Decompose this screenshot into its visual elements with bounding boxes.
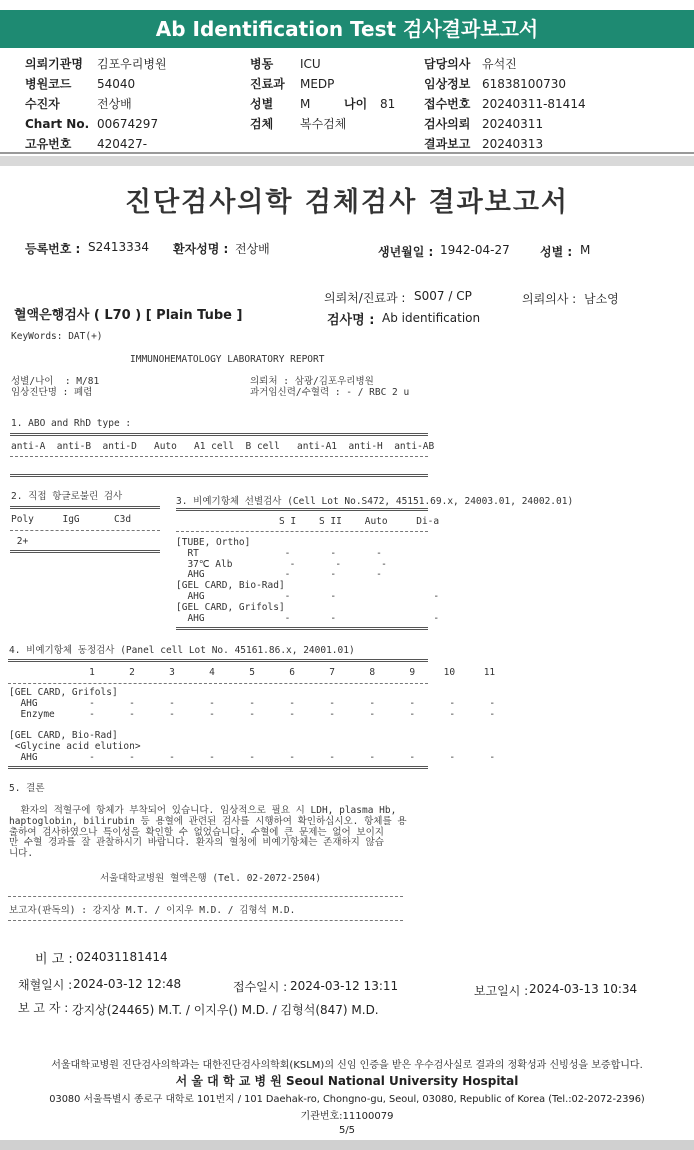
- page-bottom-band: [0, 1140, 694, 1150]
- test-title: 혈액은행검사 ( L70 ) [ Plain Tube ]: [14, 308, 243, 323]
- section3-header: S I S II Auto Di-a: [176, 516, 440, 527]
- field-label: 임상정보: [424, 77, 471, 91]
- reporter-line: 보고자(판독의) : 강지상 M.T. / 이지우 M.D. / 김형석 M.D.: [9, 905, 296, 916]
- field-label: Chart No.: [25, 117, 90, 131]
- collect-value: 2024-03-12 12:48: [73, 977, 182, 991]
- field-value: 20240313: [482, 137, 544, 151]
- section2-title: 2. 직접 항글로불린 검사: [11, 491, 123, 502]
- section4-header: 1 2 3 4 5 6 7 8 9 10 11: [9, 667, 496, 678]
- reporters-label: 보 고 자 :: [18, 1001, 69, 1015]
- field-value: 20240311: [482, 117, 544, 131]
- field-value: 김포우리병원: [97, 57, 167, 71]
- doctor-label: 의뢰의사 :: [522, 292, 577, 306]
- keywords: KeyWords: DAT(+): [11, 331, 103, 342]
- receive-value: 2024-03-12 13:11: [290, 979, 399, 993]
- dob-label: 생년월일 :: [378, 245, 434, 259]
- section1-header: anti-A anti-B anti-D Auto A1 cell B cell anti-A1 anti-H anti-AB: [11, 441, 435, 452]
- field-label: 접수번호: [424, 97, 471, 111]
- dob-value: 1942-04-27: [440, 243, 510, 257]
- patient-label: 환자성명 :: [173, 242, 229, 256]
- report-date-value: 2024-03-13 10:34: [529, 982, 638, 996]
- dept-value: S007 / CP: [414, 289, 472, 303]
- field-label: 병동: [250, 57, 274, 71]
- field-value: 유석진: [482, 57, 517, 71]
- lab-report-title: IMMUNOHEMATOLOGY LABORATORY REPORT: [130, 354, 325, 365]
- hospital-address: 03080 서울특별시 종로구 대학로 101번지 / 101 Daehak-ro, Chongno-gu, Seoul, 03080, Republic of Korea (Tel.:02-2072-2396): [49, 1094, 645, 1105]
- conclusion-text: 환자의 적혈구에 항체가 부착되어 있습니다. 임상적으로 필요 시 LDH, plasma Hb, haptoglobin, bilirubin 등 용혈에 관련된 검사를 시행하여 확인하십시오. 항체를 용 출하여 검사하였으나 특이성을 확인할 수 없었습니다. 수혈에 큰 문제는 없어 보이지 만 수혈 경과를 잘 관찰하시기 바랍니다. 환자의 혈청에 비예기항체는 존재하지 않습 니다.: [9, 805, 407, 860]
- field-label: 고유번호: [25, 137, 72, 151]
- diagnosis: 임상진단명 : 폐렴: [11, 387, 93, 398]
- age-value: 81: [380, 97, 396, 111]
- note-label: 비 고 :: [35, 952, 73, 967]
- report-date-label: 보고일시 :: [474, 984, 529, 998]
- divider: [0, 152, 694, 154]
- double-rule: [176, 627, 428, 630]
- transfusion-history: 과거임신력/수혈력 : - / RBC 2 u: [250, 387, 410, 398]
- double-rule: [8, 766, 428, 769]
- section5-title: 5. 결론: [9, 783, 45, 794]
- double-rule: [10, 474, 428, 477]
- report-title: 진단검사의학 검체검사 결과보고서: [124, 187, 570, 218]
- field-value: 복수검체: [300, 117, 347, 131]
- receive-label: 접수일시 :: [233, 980, 288, 994]
- reporters-value: 강지상(24465) M.T. / 이지우() M.D. / 김형석(847) M.D.: [72, 1003, 379, 1017]
- age-label: 나이: [344, 97, 368, 111]
- dashed-rule: [10, 456, 428, 457]
- field-value: 전상배: [97, 97, 132, 111]
- reg-label: 등록번호 :: [25, 242, 81, 256]
- field-value: 54040: [97, 77, 136, 91]
- dashed-rule: [10, 530, 160, 531]
- dashed-rule: [8, 920, 403, 921]
- dashed-rule: [176, 531, 428, 532]
- collect-label: 채혈일시 :: [18, 978, 73, 992]
- section4-results: [GEL CARD, Grifols] AHG - - - - - - - - - - - Enzyme - - - - - - - - - - - [GEL CARD, Bio-Rad] <Glycine acid elution> AHG - - - - - - - - - - -: [9, 687, 496, 763]
- reg-value: S2413334: [88, 240, 150, 254]
- test-name-value: Ab identification: [382, 311, 481, 325]
- field-label: 진료과: [250, 77, 285, 91]
- certification-text: 서울대학교병원 진단검사의학과는 대한진단검사의학회(KSLM)의 신임 인증을 받은 우수검사실로 결과의 정확성과 신빙성을 보증합니다.: [51, 1060, 643, 1071]
- double-rule: [8, 659, 428, 662]
- institution-number: 기관번호:11100079: [300, 1111, 394, 1122]
- section4-title: 4. 비예기항체 동정검사 (Panel cell Lot No. 45161.86.x, 24001.01): [9, 645, 355, 656]
- field-label: 수진자: [25, 97, 60, 111]
- page-separator: [0, 156, 694, 166]
- header-col2: [250, 56, 395, 132]
- dat-poly-value: 2+: [11, 536, 29, 547]
- field-label: 의뢰기관명: [25, 57, 83, 71]
- section3-title: 3. 비예기항체 선별검사 (Cell Lot No.S472, 45151.69.x, 24003.01, 24002.01): [176, 496, 574, 507]
- sex-value: M: [580, 243, 591, 257]
- patient-value: 전상배: [235, 242, 270, 256]
- sex-label: 성별 :: [540, 245, 573, 259]
- hospital-name: 서 울 대 학 교 병 원 Seoul National University Hospital: [175, 1074, 519, 1088]
- double-rule: [176, 508, 428, 511]
- blood-bank-contact: 서울대학교병원 혈액은행 (Tel. 02-2072-2504): [100, 873, 322, 884]
- field-label: 검사의뢰: [424, 117, 471, 131]
- sex-age: 성별/나이 : M/81: [11, 376, 100, 387]
- field-value: 20240311-81414: [482, 97, 586, 111]
- section1-title: 1. ABO and RhD type :: [11, 418, 132, 429]
- field-label: 성별: [250, 97, 274, 111]
- field-label: 담당의사: [424, 57, 471, 71]
- test-name-label: 검사명 :: [327, 313, 375, 328]
- double-rule: [10, 433, 428, 436]
- dashed-rule: [8, 683, 428, 684]
- report-banner-title: Ab Identification Test 검사결과보고서: [0, 10, 694, 48]
- dept-label: 의뢰처/진료과 :: [324, 291, 406, 305]
- header-col3: [424, 56, 586, 152]
- double-rule: [10, 550, 160, 553]
- field-label: 검체: [250, 117, 274, 131]
- requester: 의뢰처 : 삼광/김포우리병원: [250, 376, 374, 387]
- header-col1: [25, 56, 167, 152]
- doctor-value: 남소영: [584, 292, 619, 306]
- note-value: 024031181414: [76, 950, 168, 964]
- dashed-rule: [8, 896, 403, 897]
- double-rule: [10, 506, 160, 509]
- page-number: 5/5: [338, 1125, 356, 1136]
- field-label: 결과보고: [424, 137, 471, 151]
- field-label: 병원코드: [25, 77, 72, 91]
- field-value: 00674297: [97, 117, 159, 131]
- field-value: 420427-: [97, 137, 148, 151]
- field-value: MEDP: [300, 77, 335, 91]
- field-value: M: [300, 97, 311, 111]
- section2-header: Poly IgG C3d: [11, 514, 132, 525]
- field-value: 61838100730: [482, 77, 566, 91]
- field-value: ICU: [300, 57, 321, 71]
- section3-results: [TUBE, Ortho] RT - - - 37℃ Alb - - - AHG - - - [GEL CARD, Bio-Rad] AHG - - - [GEL CARD, Grifols] AHG - - -: [176, 537, 440, 624]
